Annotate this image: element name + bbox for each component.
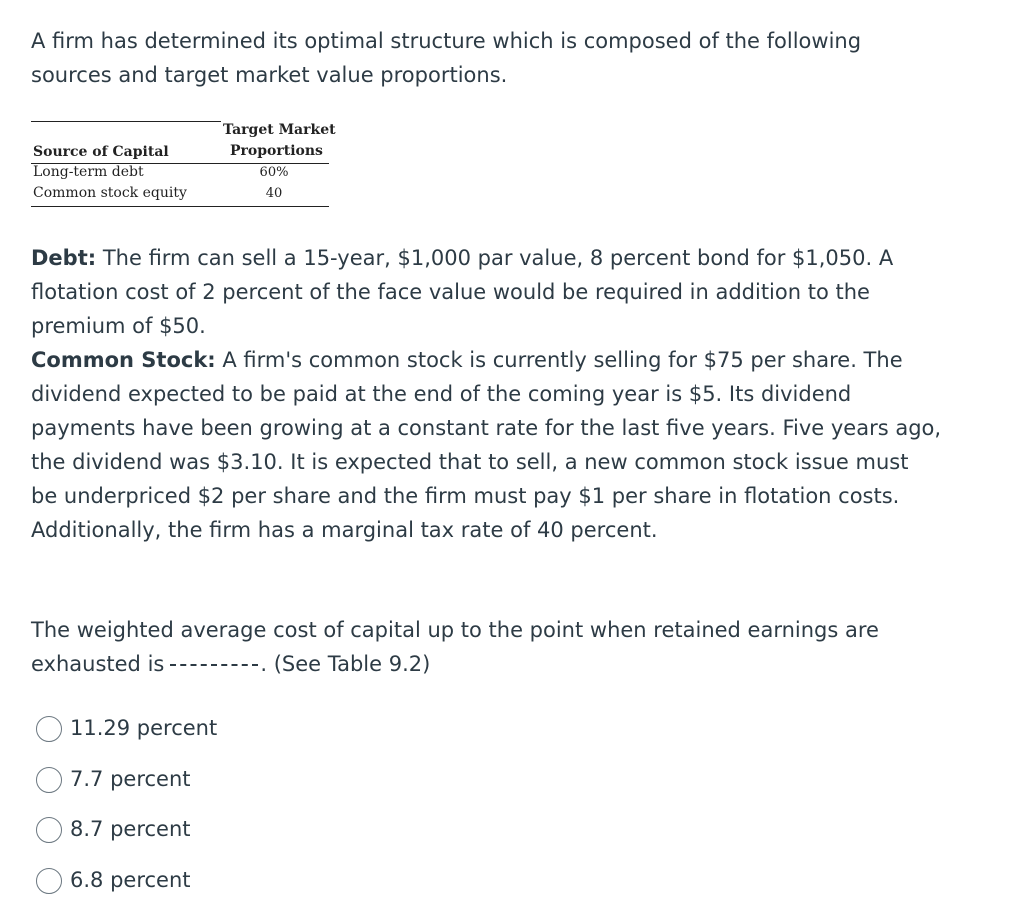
- stock-line-5: be underpriced $2 per share and the firm must pay $1 per share in flotation costs.: [31, 484, 900, 508]
- intro-line-2: sources and target market value proportions.: [31, 63, 508, 87]
- answer-option[interactable]: [36, 812, 217, 863]
- debt-line-1: The firm can sell a 15-year, $1,000 par value, 8 percent bond for $1,050. A: [96, 246, 894, 270]
- answer-option[interactable]: [36, 762, 217, 813]
- intro-paragraph: [31, 24, 931, 92]
- answer-option[interactable]: [36, 711, 217, 762]
- question-line-1: The weighted average cost of capital up to the point when retained earnings are: [31, 618, 879, 642]
- question-text: [31, 613, 991, 681]
- radio-button[interactable]: [36, 767, 62, 793]
- row-proportion-debt: 60%: [259, 165, 289, 180]
- row-source-equity: Common stock equity: [33, 185, 187, 201]
- table-bottom-rule: [31, 206, 329, 207]
- radio-button[interactable]: [36, 817, 62, 843]
- answer-option-label[interactable]: 6.8 percent: [70, 867, 191, 892]
- intro-line-1: A firm has determined its optimal structure which is composed of the following: [31, 29, 862, 53]
- debt-label: Debt:: [31, 246, 97, 270]
- table-top-rule: [31, 121, 221, 122]
- header-proportions: Proportions: [230, 143, 323, 159]
- stock-line-6: Additionally, the firm has a marginal tax rate of 40 percent.: [31, 518, 658, 542]
- answer-blank: [170, 664, 258, 666]
- debt-line-3: premium of $50.: [31, 314, 206, 338]
- debt-and-stock-paragraph: [31, 241, 991, 547]
- answer-option-label[interactable]: 8.7 percent: [70, 817, 191, 841]
- answer-option-label[interactable]: 11.29 percent: [70, 716, 218, 740]
- capital-structure-table: [31, 121, 336, 207]
- row-proportion-equity: 40: [265, 186, 283, 201]
- question-line-2-post: . (See Table 9.2): [260, 652, 431, 676]
- answer-option-label[interactable]: 7.7 percent: [70, 766, 191, 791]
- radio-button[interactable]: [36, 868, 62, 894]
- radio-button[interactable]: [36, 716, 62, 742]
- row-source-debt: Long-term debt: [33, 164, 144, 180]
- header-source-of-capital: Source of Capital: [33, 144, 169, 160]
- debt-line-2: flotation cost of 2 percent of the face value would be required in addition to the: [31, 280, 870, 304]
- stock-line-3: payments have been growing at a constant rate for the last five years. Five years ago,: [31, 416, 942, 440]
- stock-line-4: the dividend was $3.10. It is expected that to sell, a new common stock issue must: [31, 450, 909, 474]
- stock-label: Common Stock:: [31, 348, 216, 372]
- answer-option[interactable]: [36, 863, 217, 914]
- header-target-market: Target Market: [223, 122, 336, 138]
- stock-line-1: A firm's common stock is currently selling for $75 per share. The: [215, 348, 903, 372]
- stock-line-2: dividend expected to be paid at the end of the coming year is $5. Its dividend: [31, 382, 852, 406]
- answer-options: [36, 711, 217, 913]
- question-line-2-pre: exhausted is: [31, 652, 165, 676]
